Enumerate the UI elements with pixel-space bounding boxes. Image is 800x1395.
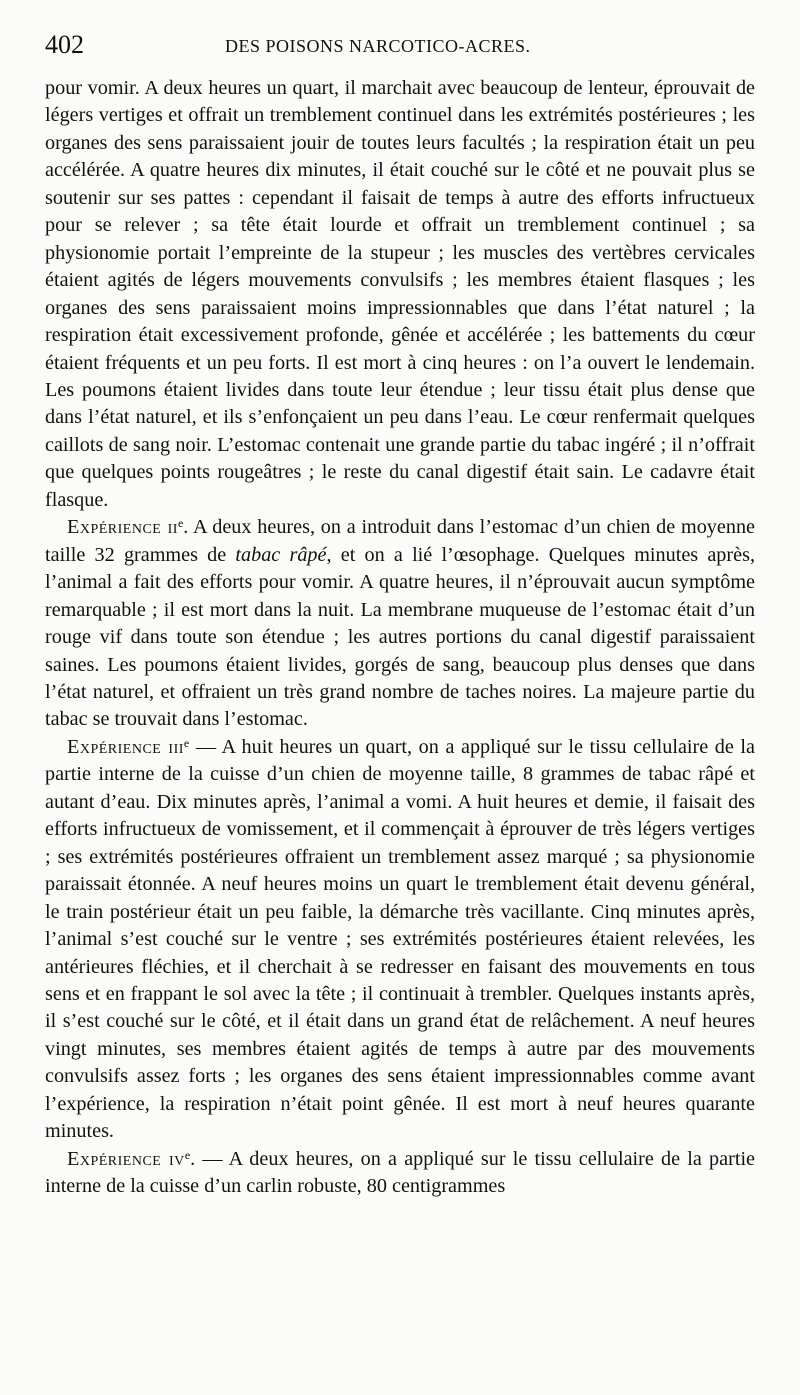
paragraph-continuation: pour vomir. A deux heures un quart, il marchait avec beaucoup de lenteur, éprouvait de légers vertiges et offrait un tremblement continuel dans les extrémités postérieures ; les organes des sens paraissaient jouir de toutes leurs facultés ; la respiration était un peu accélérée. A quatre heures dix minutes, il était couché sur le côté et ne pouvait plus se soutenir sur ses pattes : cependant il faisait de temps à autre des efforts infructueux pour se relever ; sa tête était lourde et offrait un tremblement continuel ; sa physionomie portait l’empreinte de la stupeur ; les muscles des vertèbres cervicales étaient agités de légers mouvements convulsifs ; les membres étaient flasques ; les organes des sens paraissaient moins impressionnables que dans l’état naturel ; la respiration était excessivement profonde, gênée et accélérée ; les battements du cœur étaient fréquents et un peu forts. Il est mort à cinq heures : on l’a ouvert le lendemain. Les poumons étaient livides dans toute leur étendue ; leur tissu était plus dense que dans l’état naturel, et ils s’enfonçaient un peu dans l’eau. Le cœur renfermait quelques caillots de sang noir. L’estomac contenait une grande partie du tabac ingéré ; il n’offrait que quelques points rougeâtres ; le reste du canal digestif était sain. Le cadavre était flasque. xyxy=(45,77,755,511)
experience-label: Expérience ii xyxy=(67,516,178,539)
experience-label: Expérience iii xyxy=(67,735,184,758)
paragraph-experience-3 xyxy=(45,734,755,1146)
paragraph-experience-2 xyxy=(45,514,755,734)
running-title: DES POISONS NARCOTICO-ACRES. xyxy=(225,36,531,56)
paragraph-text: A deux heures, on a introduit dans l’estomac d’un chien de moyenne taille 32 grammes de xyxy=(45,516,756,566)
paragraph-text: — A deux heures, on a appliqué sur le tissu cellulaire de la partie interne de la cuisse d’un carlin robuste, 80 centigrammes xyxy=(45,1147,756,1198)
experience-label-suffix: . xyxy=(183,516,189,539)
body-text xyxy=(45,75,755,1201)
paragraph-text: — A huit heures un quart, on a appliqué sur le tissu cellulaire de la partie interne de la cuisse d’un chien de moyenne taille, 8 grammes de tabac râpé et autant d’eau. Dix minutes après, l’animal a vomi. A huit heures et demie, il faisait des efforts infructueux de vomissement, et il commençait à éprouver de très légers vertiges ; ses extrémités postérieures offraient un tremblement assez marqué ; sa physionomie paraissait étonnée. A neuf heures moins un quart le tremblement était devenu général, le train postérieur était un peu faible, la démarche très vacillante. Cinq minutes après, l’animal s’est couché sur le ventre ; ses extrémités postérieures étaient relevées, les antérieures fléchies, et il cherchait à se redresser en faisant des mouvements en tous sens et en frappant le sol avec la tête ; il continuait à trembler. Quelques instants après, il s’est couché sur le côté, et il était dans un grand état de relâchement. A neuf heures vingt minutes, ses membres étaient agités de temps à autre par des mouvements convulsifs assez forts ; les organes des sens étaient impressionnables comme avant l’expérience, la respiration n’était point gênée. Il est mort à neuf heures quarante minutes. xyxy=(45,735,755,1143)
experience-label-superscript: e xyxy=(184,1147,191,1162)
page-header xyxy=(45,30,755,66)
experience-label-superscript: e xyxy=(183,735,190,750)
paragraph-text: , et on a lié l’œsophage. Quelques minutes après, l’animal a fait des efforts pour vomir. A quatre heures, il n’éprouvait aucun symptôme remarquable ; il est mort dans la nuit. La membrane muqueuse de l’estomac était d’un rouge vif dans toute son étendue ; les autres portions du canal digestif paraissaient saines. Les poumons étaient livides, gorgés de sang, beaucoup plus denses que dans l’état naturel, et offraient un très grand nombre de taches noires. La majeure partie du tabac se trouvait dans l’estomac. xyxy=(45,543,755,731)
experience-label-superscript: e xyxy=(177,516,184,531)
italic-term: tabac râpé xyxy=(235,543,327,566)
experience-label-suffix: . xyxy=(190,1147,196,1170)
experience-label: Expérience iv xyxy=(67,1147,185,1170)
paragraph-experience-4 xyxy=(45,1146,755,1201)
page-number: 402 xyxy=(45,30,84,59)
